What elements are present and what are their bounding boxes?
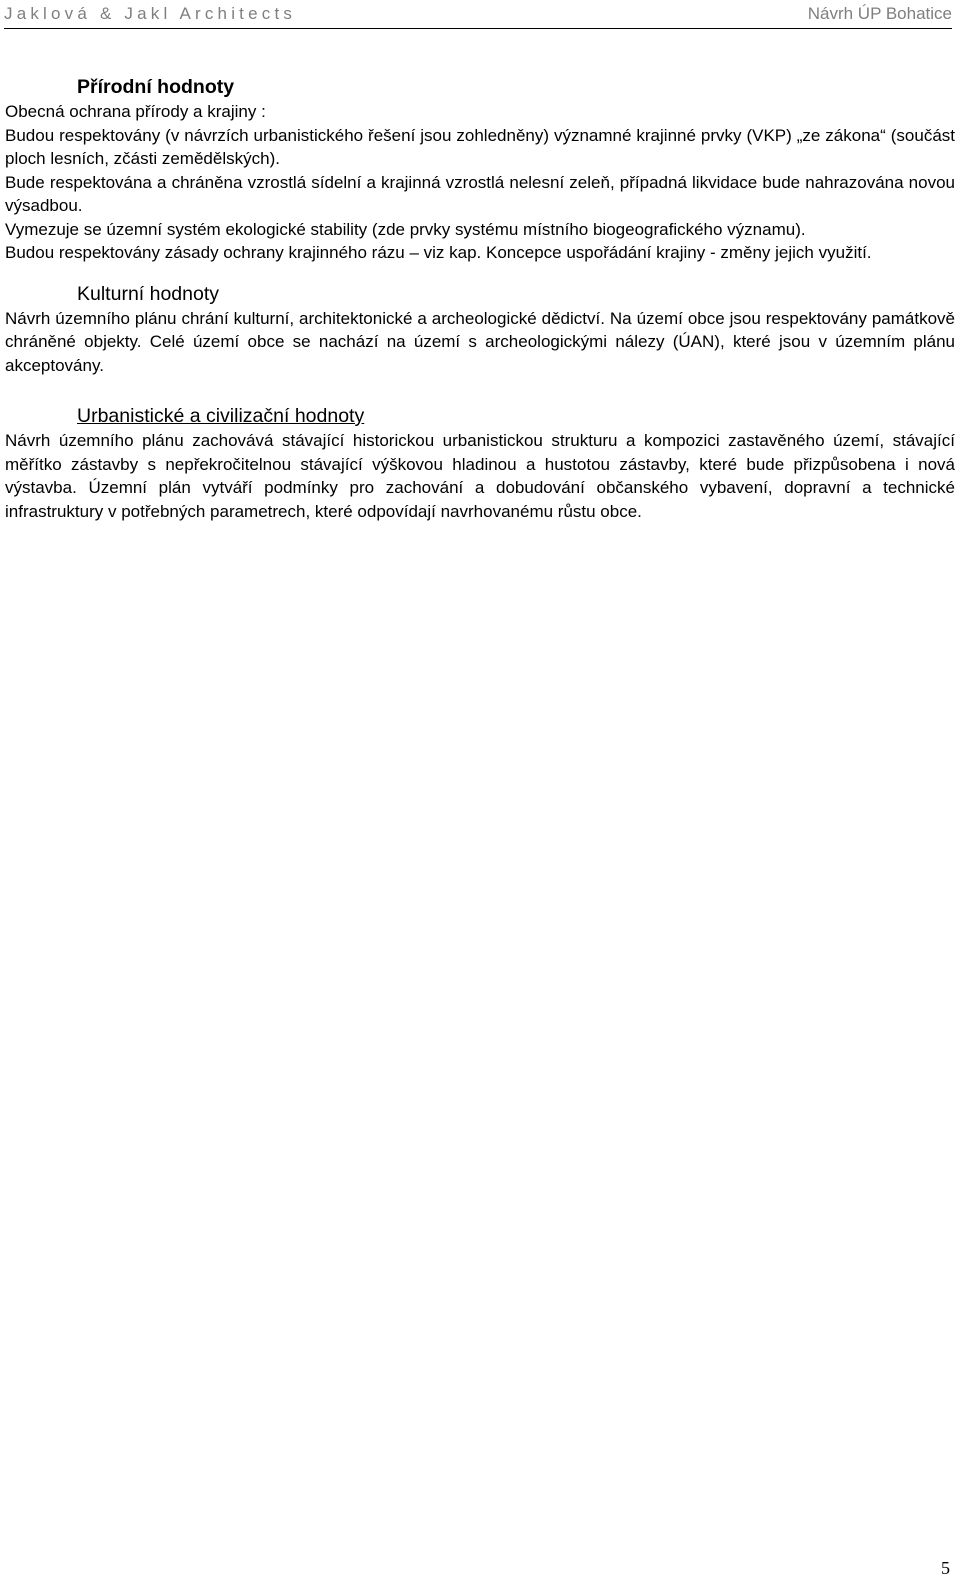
paragraph: Návrh územního plánu chrání kulturní, architektonické a archeologické dědictví. Na území obce jsou respektovány památkově chráněné objekty. Celé území obce se nachází na území s archeologickými nálezy (ÚAN), které jsou v územním plánu akceptovány. [5, 308, 955, 375]
section-title-natural-values: Přírodní hodnoty [77, 76, 235, 98]
section-title-cultural-values: Kulturní hodnoty [77, 282, 220, 305]
header-firm-name: Jaklová & Jakl Architects [4, 4, 297, 23]
section-spacer [5, 377, 955, 403]
section-spacer [5, 265, 955, 281]
paragraph: Vymezuje se územní systém ekologické stability (zde prvky systému místního biogeografického významu). [5, 219, 806, 239]
document-body [5, 74, 955, 523]
paragraph: Obecná ochrana přírody a krajiny : [5, 102, 266, 121]
paragraph: Budou respektovány zásady ochrany krajinného rázu – viz kap. Koncepce uspořádání krajiny - změny jejich využití. [5, 243, 872, 262]
paragraph: Návrh územního plánu zachovává stávající historickou urbanistickou strukturu a kompozici zastavěného území, stávající měřítko zástavby s nepřekročitelnou stávající výškovou hladinou a hustotou zástavby, které bude přizpůsobena i nová výstavba. Územní plán vytváří podmínky pro zachování a dobudování občanského vybavení, dopravní a technické infrastruktury v potřebných parametrech, které odpovídají navrhovanému růstu obce. [5, 431, 955, 521]
page-number: 5 [941, 1558, 950, 1578]
paragraph: Budou respektovány (v návrzích urbanistického řešení jsou zohledněny) významné krajinné prvky (VKP) „ze zákona“ (součást ploch lesních, zčásti zemědělských). [5, 125, 955, 168]
section-title-urban-values: Urbanistické a civilizační hodnoty [77, 405, 365, 427]
page-header [4, 2, 952, 29]
header-project-name: Návrh ÚP Bohatice [807, 4, 952, 23]
section-urban-values [5, 403, 955, 523]
section-cultural-values [5, 281, 955, 378]
section-natural-values [5, 74, 955, 265]
paragraph: Bude respektována a chráněna vzrostlá sídelní a krajinná vzrostlá nelesní zeleň, případná likvidace bude nahrazována novou výsadbou. [5, 172, 955, 215]
